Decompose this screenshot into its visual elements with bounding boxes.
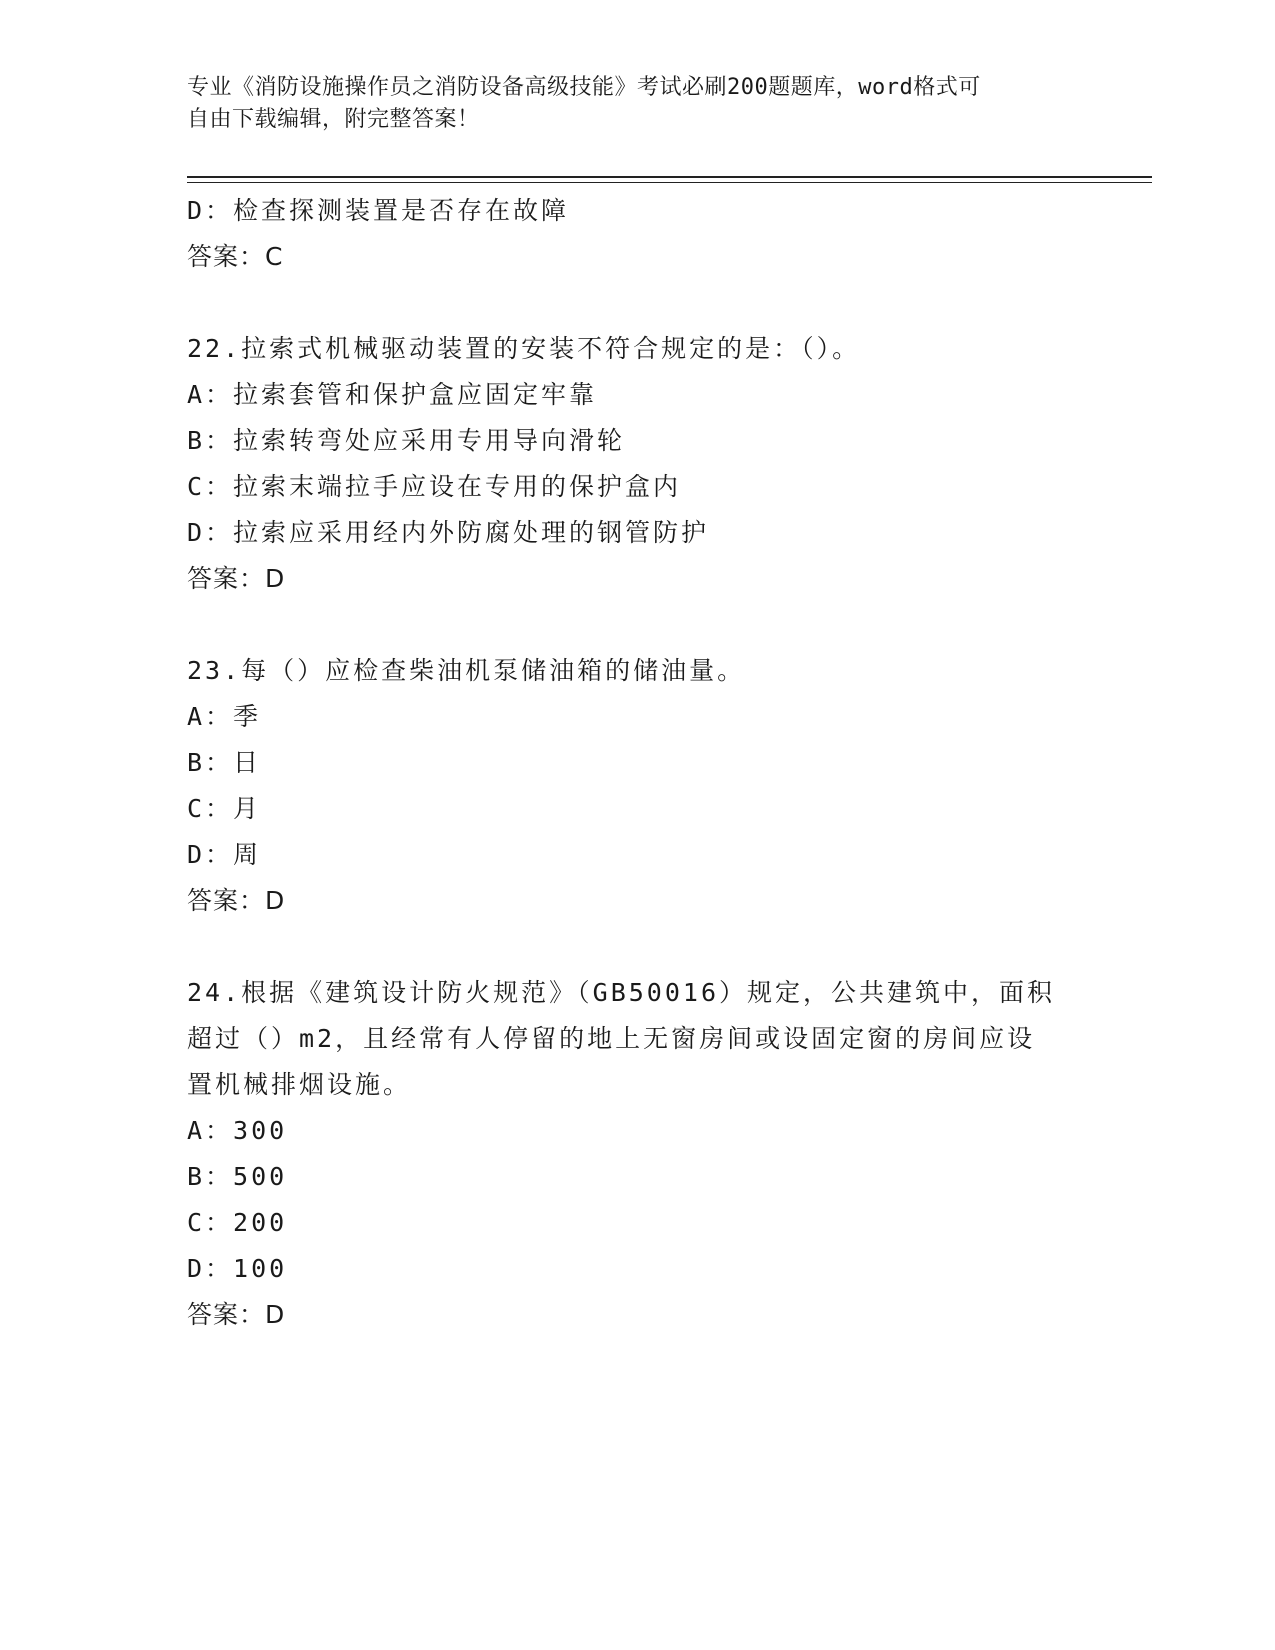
question-stem-line-2: 超过（）m2，且经常有人停留的地上无窗房间或设固定窗的房间应设 xyxy=(187,1024,1036,1053)
option-a: A：300 xyxy=(187,1116,288,1145)
question-stem-line-3: 置机械排烟设施。 xyxy=(187,1070,412,1099)
option-b: B：500 xyxy=(187,1162,288,1191)
question-stem: 22.拉索式机械驱动装置的安装不符合规定的是：（）。 xyxy=(187,334,861,363)
header-line-2: 自由下载编辑，附完整答案！ xyxy=(187,107,480,132)
answer: 答案：D xyxy=(187,886,286,915)
prev-option-d: D：检查探测装置是否存在故障 xyxy=(187,196,570,225)
option-d: D：周 xyxy=(187,840,262,869)
question-22 xyxy=(187,326,1087,602)
option-c: C：200 xyxy=(187,1208,288,1237)
option-d: D：拉索应采用经内外防腐处理的钢管防护 xyxy=(187,518,710,547)
answer: 答案：D xyxy=(187,1300,286,1329)
option-b: B：拉索转弯处应采用专用导向滑轮 xyxy=(187,426,626,455)
option-b: B：日 xyxy=(187,748,262,777)
header-divider-thick xyxy=(187,176,1152,178)
question-list xyxy=(187,188,1087,1338)
spacer xyxy=(187,924,1087,970)
prev-answer: 答案：C xyxy=(187,242,284,271)
question-stem-line-1: 24.根据《建筑设计防火规范》（GB50016）规定，公共建筑中，面积 xyxy=(187,978,1056,1007)
question-23 xyxy=(187,648,1087,924)
answer: 答案：D xyxy=(187,564,286,593)
spacer xyxy=(187,280,1087,326)
option-a: A：季 xyxy=(187,702,262,731)
header-divider-thin xyxy=(187,182,1152,183)
option-d: D：100 xyxy=(187,1254,288,1283)
option-c: C：月 xyxy=(187,794,262,823)
question-24 xyxy=(187,970,1087,1338)
header-line-1: 专业《消防设施操作员之消防设备高级技能》考试必刷200题题库，word格式可 xyxy=(187,75,981,100)
document-header xyxy=(187,72,1067,136)
option-c: C：拉索末端拉手应设在专用的保护盒内 xyxy=(187,472,682,501)
spacer xyxy=(187,602,1087,648)
option-a: A：拉索套管和保护盒应固定牢靠 xyxy=(187,380,598,409)
question-stem: 23.每（）应检查柴油机泵储油箱的储油量。 xyxy=(187,656,746,685)
